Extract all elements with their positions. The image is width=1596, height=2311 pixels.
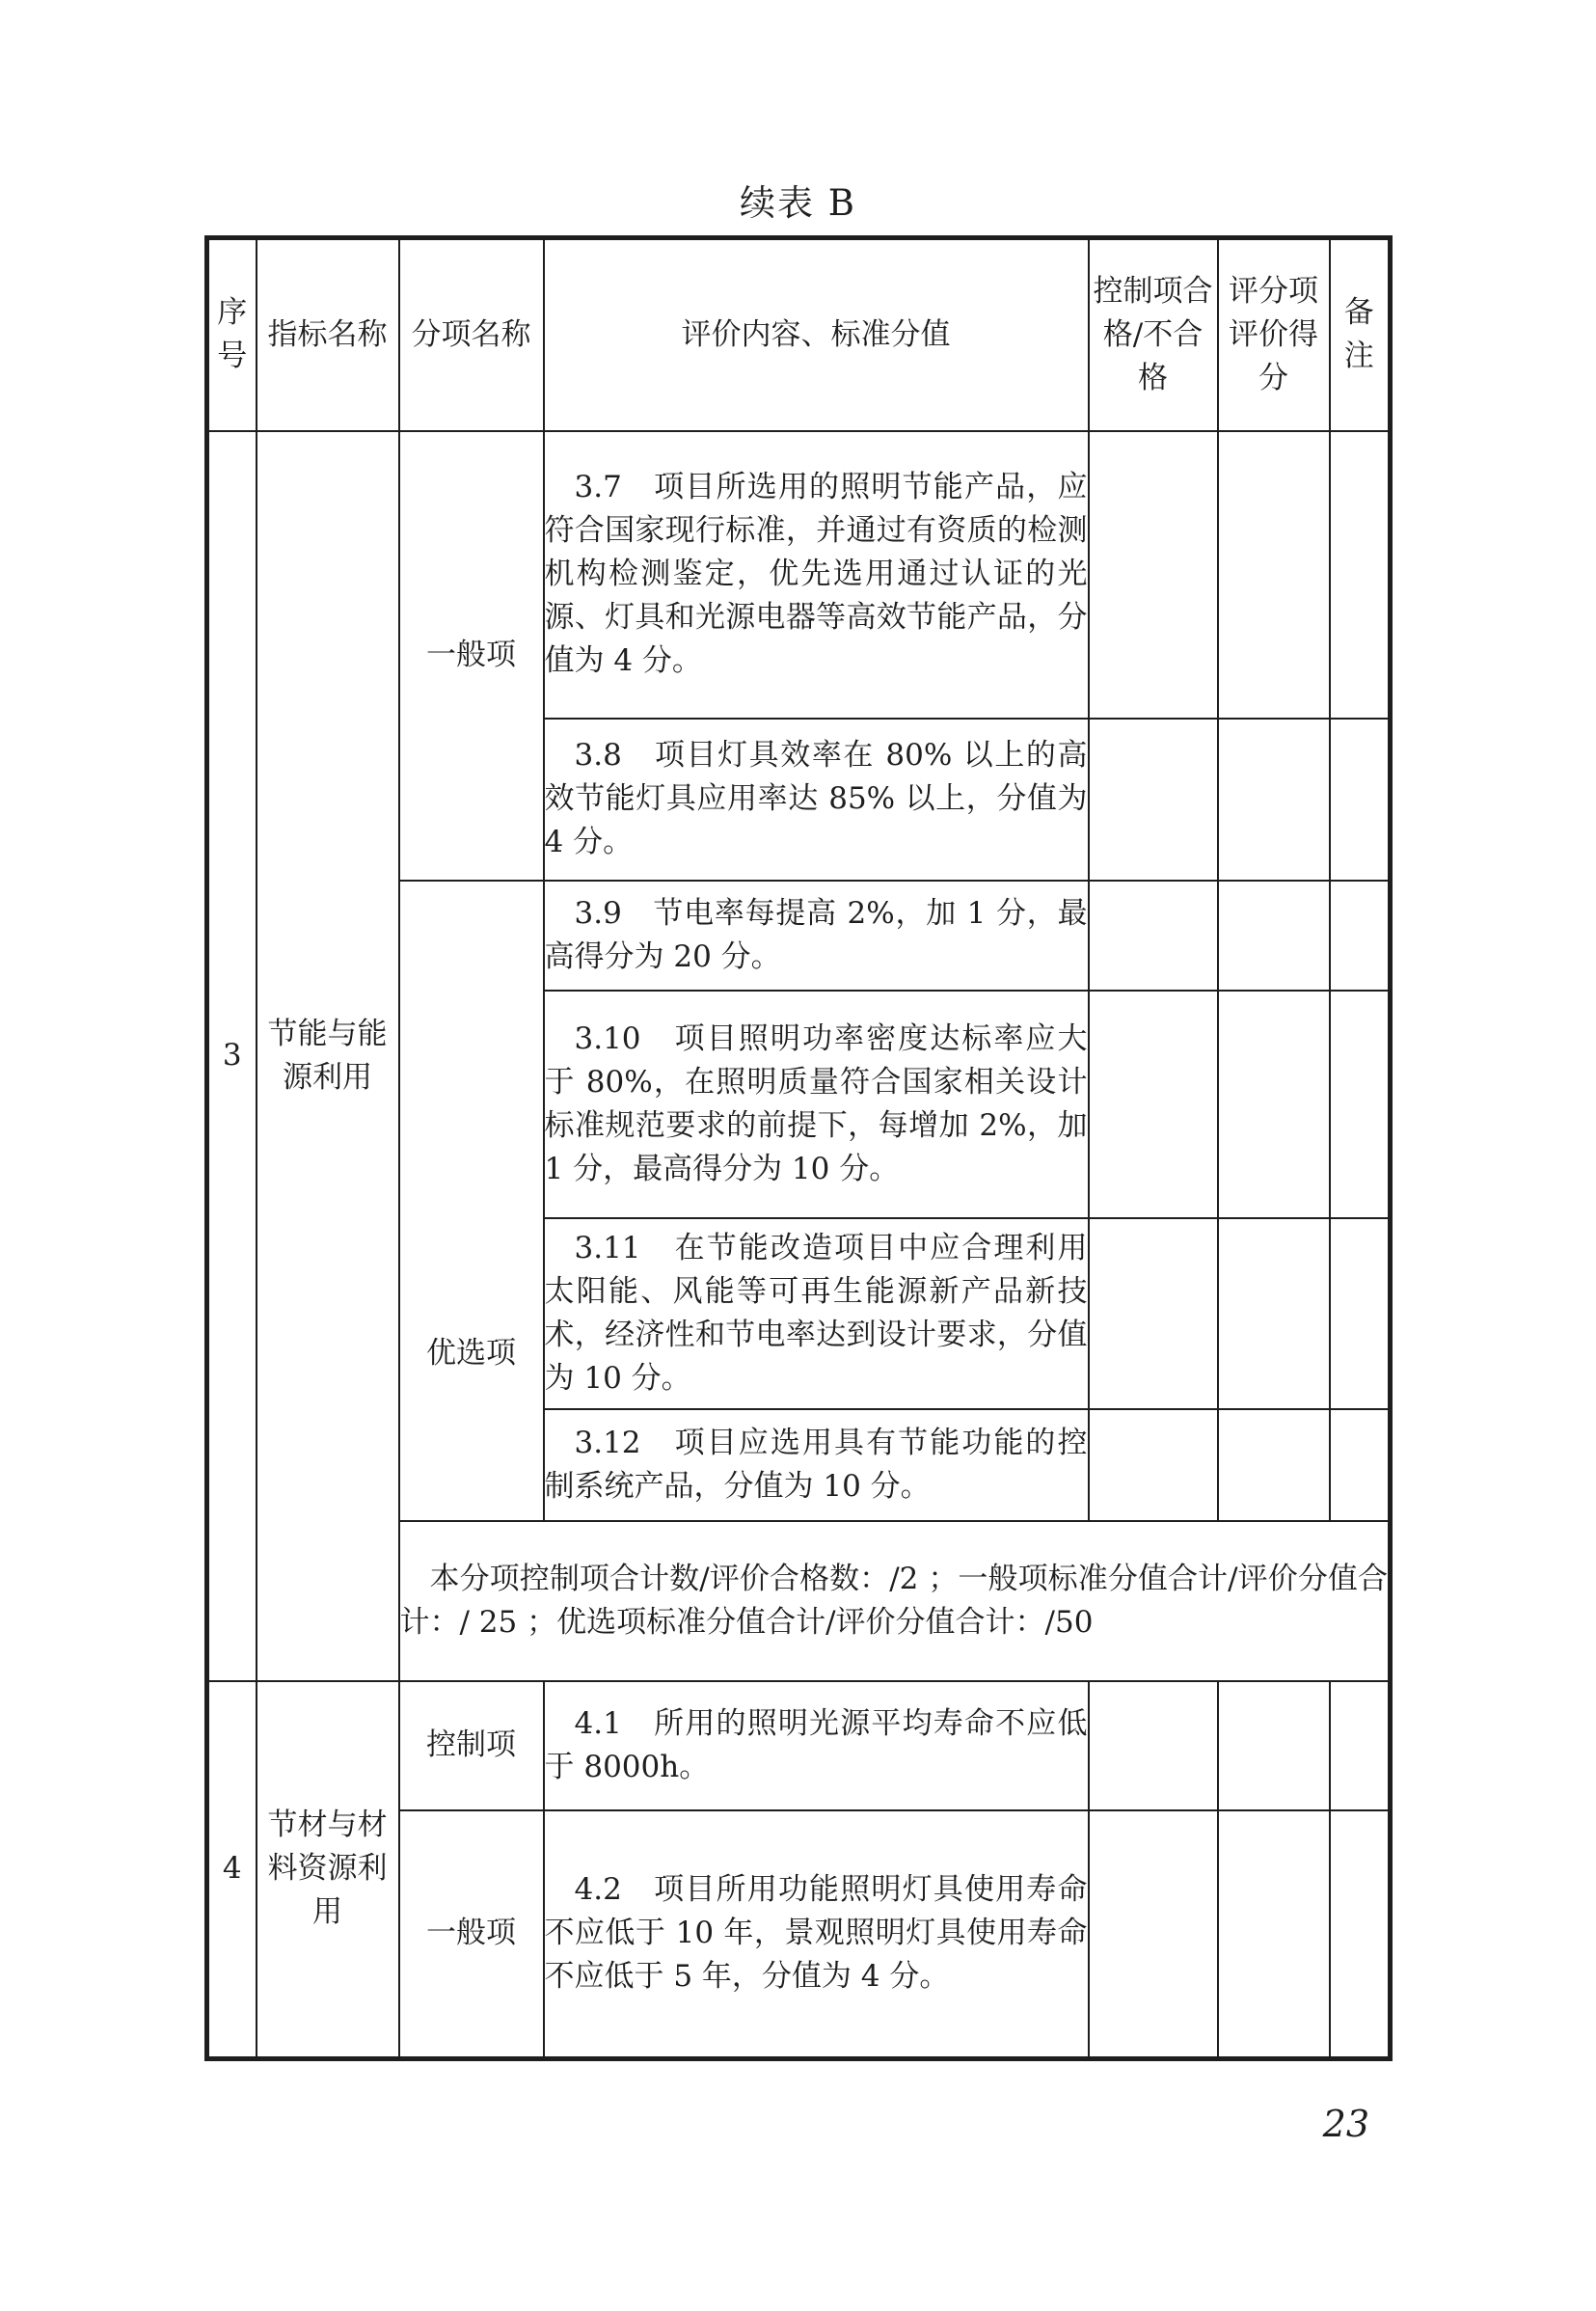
- remark-cell: [1330, 991, 1391, 1218]
- remark-cell: [1330, 1218, 1391, 1409]
- control-result-cell: [1089, 991, 1218, 1218]
- table-title: 续表 B: [740, 182, 856, 224]
- control-result-cell: [1089, 1810, 1218, 2059]
- header-indicator: 指标名称: [257, 238, 399, 431]
- table-row: [207, 431, 1391, 719]
- header-score-result: 评分项评价得分: [1218, 238, 1330, 431]
- score-cell: [1218, 1218, 1330, 1409]
- score-cell: [1218, 431, 1330, 719]
- sub-item-name: 一般项: [399, 431, 544, 881]
- score-cell: [1218, 1681, 1330, 1810]
- control-result-cell: [1089, 1681, 1218, 1810]
- criterion-text: 3.11 在节能改造项目中应合理利用太阳能、风能等可再生能源新产品新技术，经济性和节电率达到设计要求，分值为 10 分。: [544, 1218, 1089, 1409]
- header-sub-item: 分项名称: [399, 238, 544, 431]
- page-number: 23: [1322, 2103, 1369, 2145]
- score-cell: [1218, 1810, 1330, 2059]
- remark-cell: [1330, 1810, 1391, 2059]
- criterion-text: 3.12 项目应选用具有节能功能的控制系统产品，分值为 10 分。: [544, 1409, 1089, 1521]
- remark-cell: [1330, 1409, 1391, 1521]
- section-indicator: 节材与材料资源利用: [257, 1681, 399, 2059]
- header-seq: 序号: [207, 238, 257, 431]
- evaluation-table: [204, 235, 1393, 2061]
- section-indicator: 节能与能源利用: [257, 431, 399, 1681]
- header-content: 评价内容、标准分值: [544, 238, 1089, 431]
- sub-item-name: 优选项: [399, 881, 544, 1521]
- score-cell: [1218, 1409, 1330, 1521]
- section-seq: 3: [207, 431, 257, 1681]
- header-remark: 备注: [1330, 238, 1391, 431]
- sub-item-name: 控制项: [399, 1681, 544, 1810]
- section-summary: 本分项控制项合计数/评价合格数：/2 ；一般项标准分值合计/评价分值合计：/ 25 ；优选项标准分值合计/评价分值合计：/50: [399, 1521, 1391, 1681]
- criterion-text: 3.9 节电率每提高 2%，加 1 分，最高得分为 20 分。: [544, 881, 1089, 991]
- table-row: [207, 1681, 1391, 1810]
- control-result-cell: [1089, 1409, 1218, 1521]
- remark-cell: [1330, 1681, 1391, 1810]
- criterion-text: 3.8 项目灯具效率在 80% 以上的高效节能灯具应用率达 85% 以上，分值为 4 分。: [544, 719, 1089, 881]
- section-seq: 4: [207, 1681, 257, 2059]
- remark-cell: [1330, 431, 1391, 719]
- header-control-result: 控制项合格/不合格: [1089, 238, 1218, 431]
- criterion-text: 3.10 项目照明功率密度达标率应大于 80%，在照明质量符合国家相关设计标准规范要求的前提下，每增加 2%，加 1 分，最高得分为 10 分。: [544, 991, 1089, 1218]
- control-result-cell: [1089, 881, 1218, 991]
- control-result-cell: [1089, 1218, 1218, 1409]
- sub-item-name: 一般项: [399, 1810, 544, 2059]
- control-result-cell: [1089, 719, 1218, 881]
- score-cell: [1218, 881, 1330, 991]
- criterion-text: 4.1 所用的照明光源平均寿命不应低于 8000h。: [544, 1681, 1089, 1810]
- remark-cell: [1330, 719, 1391, 881]
- criterion-text: 4.2 项目所用功能照明灯具使用寿命不应低于 10 年，景观照明灯具使用寿命不应低于 5 年，分值为 4 分。: [544, 1810, 1089, 2059]
- score-cell: [1218, 719, 1330, 881]
- score-cell: [1218, 991, 1330, 1218]
- control-result-cell: [1089, 431, 1218, 719]
- criterion-text: 3.7 项目所选用的照明节能产品，应符合国家现行标准，并通过有资质的检测机构检测鉴定，优先选用通过认证的光源、灯具和光源电器等高效节能产品，分值为 4 分。: [544, 431, 1089, 719]
- header-row: [207, 238, 1391, 431]
- remark-cell: [1330, 881, 1391, 991]
